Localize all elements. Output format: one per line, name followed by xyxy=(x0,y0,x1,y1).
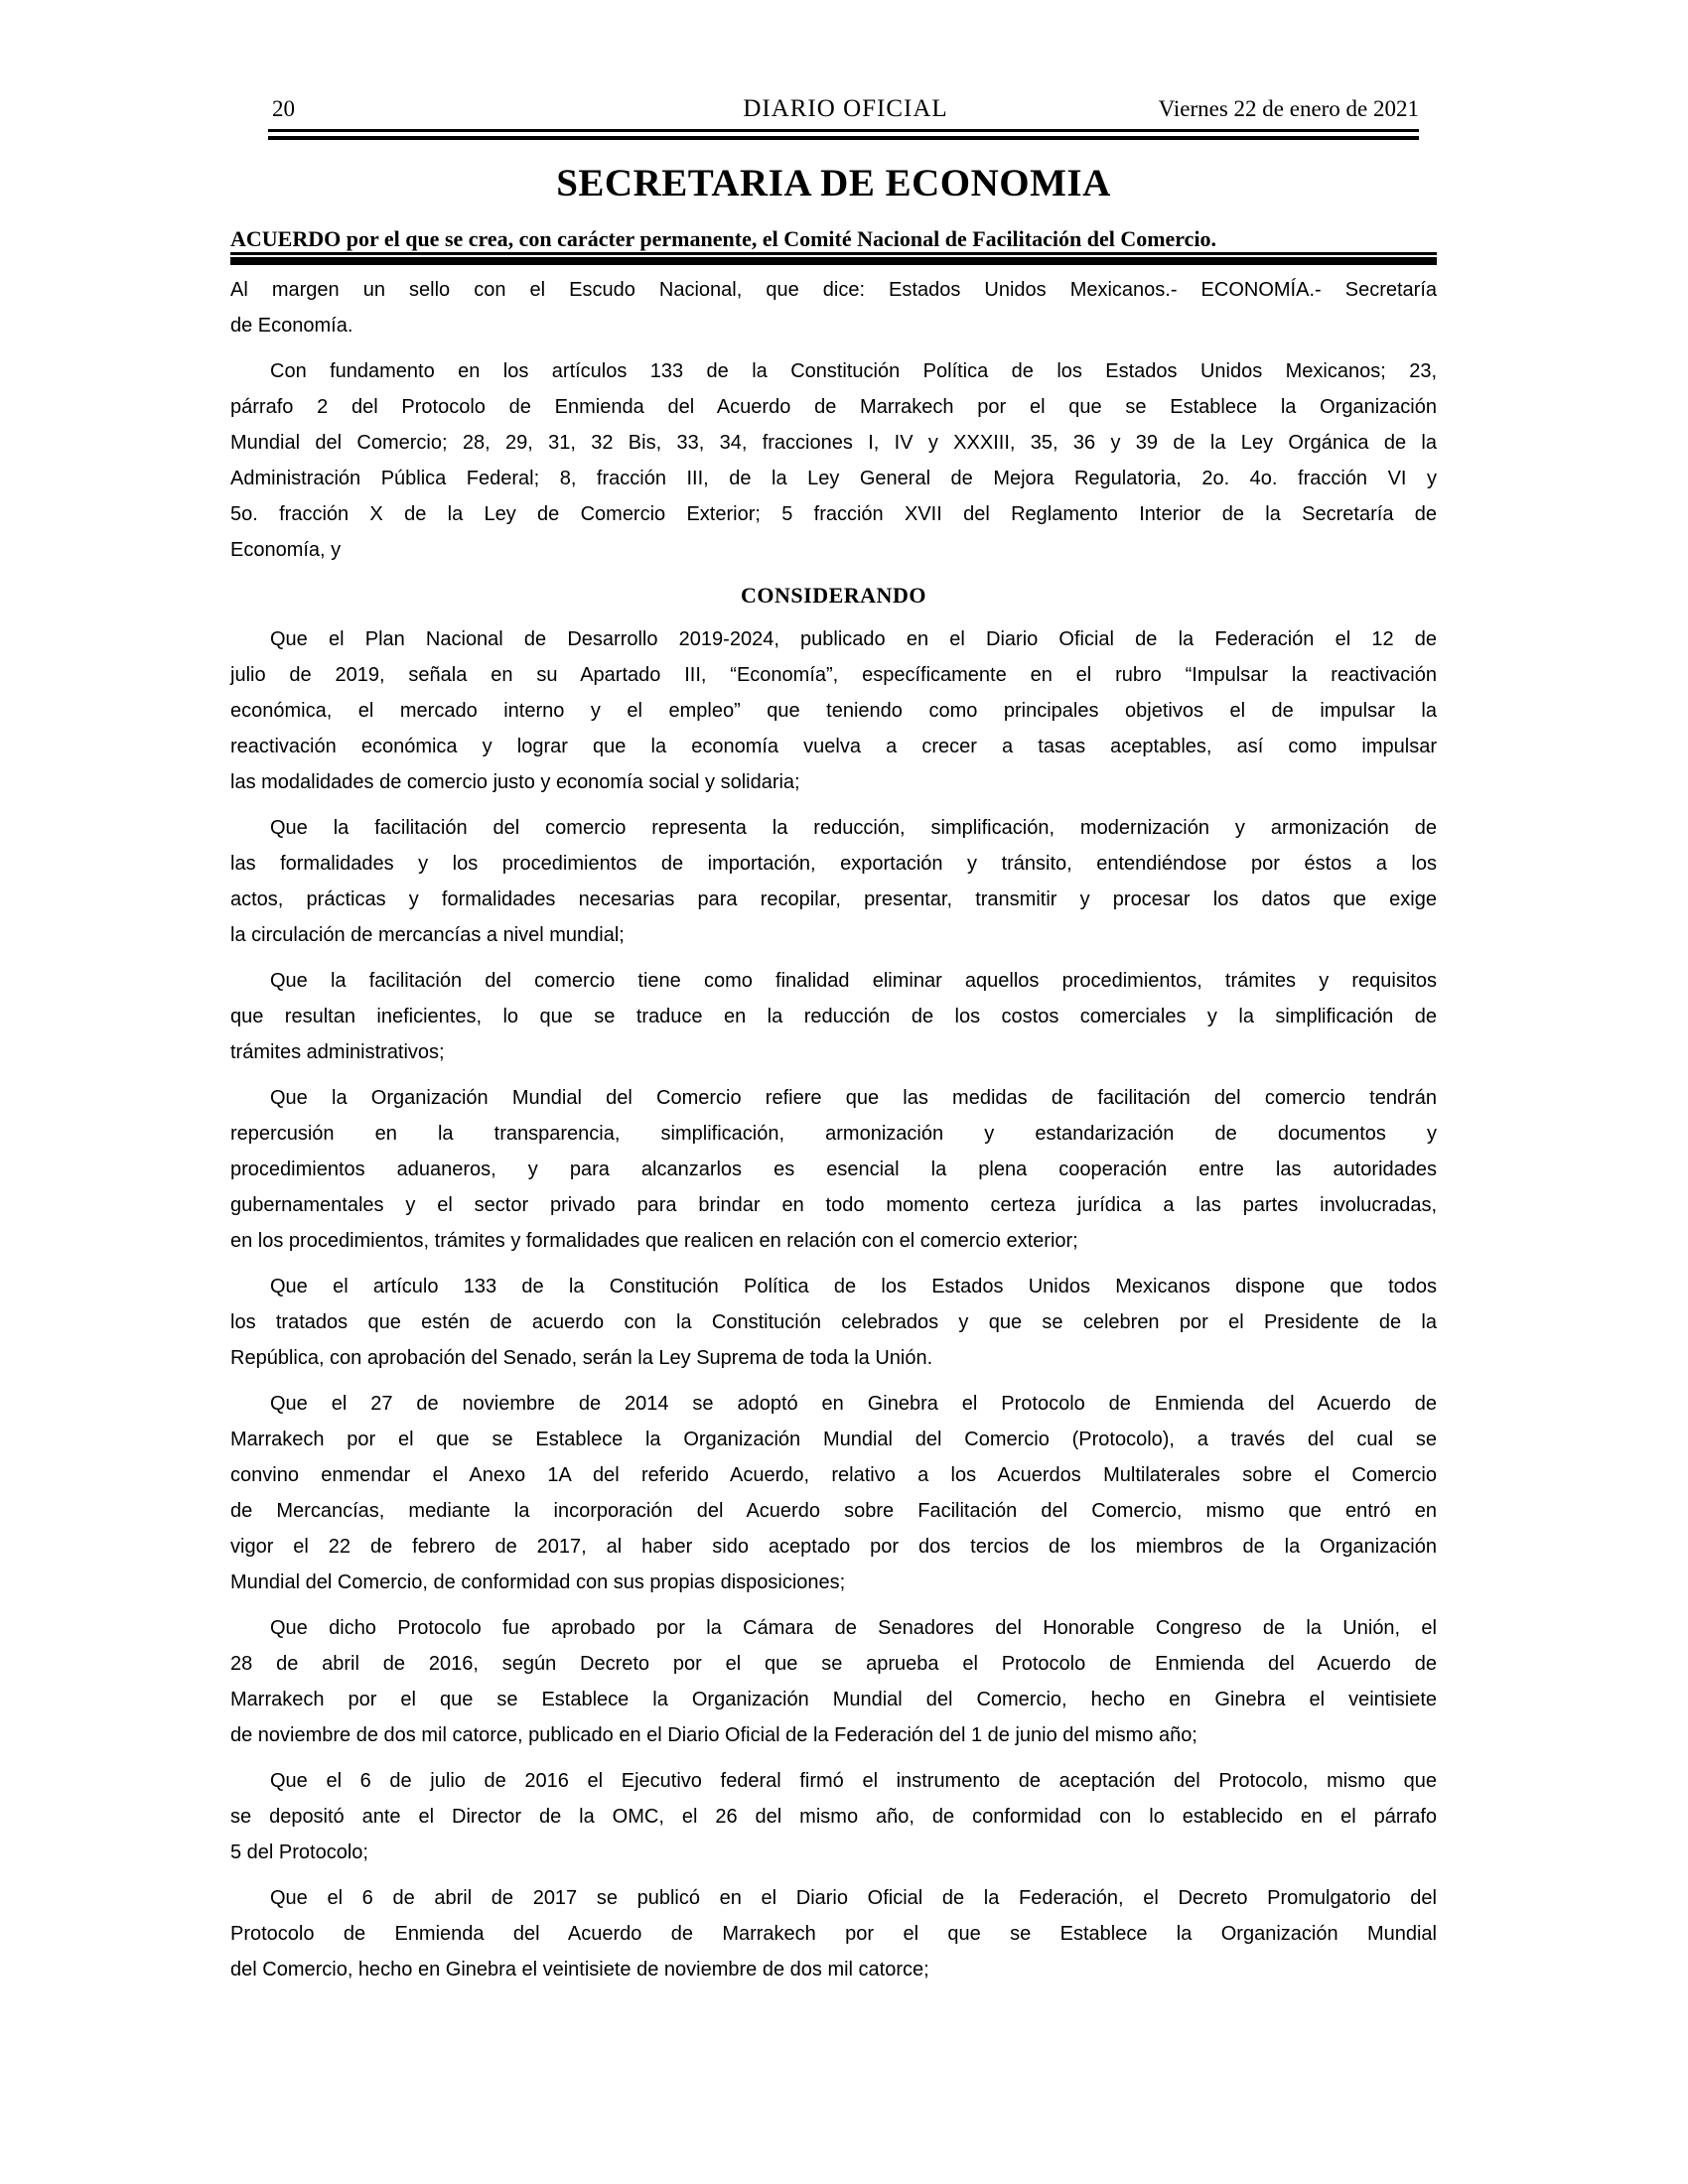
text-line: Marrakech por el que se Establece la Organización Mundial del Comercio, hecho en Ginebra el veintisiete xyxy=(230,1689,1437,1710)
text-line: 28 de abril de 2016, según Decreto por el que se aprueba el Protocolo de Enmienda del Acuerdo de xyxy=(230,1653,1437,1675)
text-line: Que el 27 de noviembre de 2014 se adoptó en Ginebra el Protocolo de Enmienda del Acuerdo de xyxy=(270,1393,1437,1415)
text-line: de noviembre de dos mil catorce, publicado en el Diario Oficial de la Federación del 1 de junio del mismo año; xyxy=(230,1724,1197,1746)
paragraph xyxy=(230,810,1437,953)
decree-title-rule xyxy=(230,252,1437,265)
text-line: vigor el 22 de febrero de 2017, al haber sido aceptado por dos tercios de los miembros de la Organización xyxy=(230,1536,1437,1558)
text-line: Que el Plan Nacional de Desarrollo 2019-2024, publicado en el Diario Oficial de la Federación el 12 de xyxy=(270,628,1437,650)
text-line: actos, prácticas y formalidades necesarias para recopilar, presentar, transmitir y procesar los datos que exige xyxy=(230,888,1437,910)
text-line: procedimientos aduaneros, y para alcanzarlos es esencial la plena cooperación entre las autoridades xyxy=(230,1159,1437,1180)
text-line: económica, el mercado interno y el empleo” que teniendo como principales objetivos el de impulsar la xyxy=(230,700,1437,722)
text-line: se depositó ante el Director de la OMC, el 26 del mismo año, de conformidad con lo establecido en el párrafo xyxy=(230,1806,1437,1828)
heading-considerando: CONSIDERANDO xyxy=(741,583,926,608)
text-line: de Mercancías, mediante la incorporación del Acuerdo sobre Facilitación del Comercio, mismo que entró en xyxy=(230,1500,1437,1522)
page-number: 20 xyxy=(272,96,295,121)
paragraph xyxy=(230,353,1437,568)
text-line: Marrakech por el que se Establece la Organización Mundial del Comercio (Protocolo), a través del cual se xyxy=(230,1429,1437,1450)
text-line: las modalidades de comercio justo y economía social y solidaria; xyxy=(230,771,800,793)
text-line: Mundial del Comercio, de conformidad con sus propias disposiciones; xyxy=(230,1571,846,1593)
text-line: Que el 6 de julio de 2016 el Ejecutivo federal firmó el instrumento de aceptación del Protocolo, mismo que xyxy=(270,1770,1437,1792)
text-line: que resultan ineficientes, lo que se traduce en la reducción de los costos comerciales y la simplificación de xyxy=(230,1006,1437,1027)
header-double-rule xyxy=(268,129,1419,140)
page-header xyxy=(230,0,1437,123)
document-body xyxy=(230,272,1437,1987)
text-line: reactivación económica y lograr que la economía vuelva a crecer a tasas aceptables, así como impulsar xyxy=(230,736,1437,757)
text-line: Que dicho Protocolo fue aprobado por la Cámara de Senadores del Honorable Congreso de la Unión, el xyxy=(270,1617,1437,1639)
paragraph xyxy=(230,621,1437,800)
text-line: de Economía. xyxy=(230,315,353,337)
text-line: la circulación de mercancías a nivel mundial; xyxy=(230,924,625,946)
text-line: Protocolo de Enmienda del Acuerdo de Marrakech por el que se Establece la Organización Mundial xyxy=(230,1923,1437,1945)
text-line: República, con aprobación del Senado, serán la Ley Suprema de toda la Unión. xyxy=(230,1347,933,1369)
text-line: Que la facilitación del comercio tiene como finalidad eliminar aquellos procedimientos, trámites y requisitos xyxy=(270,970,1437,992)
journal-title: DIARIO OFICIAL xyxy=(743,95,948,122)
text-line: Que el artículo 133 de la Constitución Política de los Estados Unidos Mexicanos dispone que todos xyxy=(270,1276,1437,1297)
text-line: Administración Pública Federal; 8, fracción III, de la Ley General de Mejora Regulatoria, 2o. 4o. fracción VI y xyxy=(230,468,1437,489)
paragraph xyxy=(230,272,1437,343)
text-line: en los procedimientos, trámites y formalidades que realicen en relación con el comercio exterior; xyxy=(230,1230,1078,1252)
text-line: Economía, y xyxy=(230,539,342,561)
text-line: los tratados que estén de acuerdo con la Constitución celebrados y que se celebren por el Presidente de la xyxy=(230,1311,1437,1333)
paragraph xyxy=(230,1080,1437,1259)
paragraph xyxy=(230,963,1437,1070)
paragraph xyxy=(230,1880,1437,1987)
text-line: Que la Organización Mundial del Comercio refiere que las medidas de facilitación del comercio tendrán xyxy=(270,1087,1437,1109)
text-line: del Comercio, hecho en Ginebra el veintisiete de noviembre de dos mil catorce; xyxy=(230,1959,929,1980)
paragraph xyxy=(230,1763,1437,1870)
paragraph xyxy=(230,1386,1437,1600)
page-content xyxy=(230,0,1437,1987)
text-line: trámites administrativos; xyxy=(230,1041,445,1063)
issue-date: Viernes 22 de enero de 2021 xyxy=(1158,96,1420,121)
text-line: Que la facilitación del comercio representa la reducción, simplificación, modernización y armonización de xyxy=(270,817,1437,839)
section-title: SECRETARIA DE ECONOMIA xyxy=(556,162,1111,205)
text-line: convino enmendar el Anexo 1A del referido Acuerdo, relativo a los Acuerdos Multilaterales sobre el Comercio xyxy=(230,1464,1437,1486)
paragraph xyxy=(230,1269,1437,1376)
text-line: gubernamentales y el sector privado para brindar en todo momento certeza jurídica a las partes involucradas, xyxy=(230,1194,1437,1216)
text-line: julio de 2019, señala en su Apartado III, “Economía”, específicamente en el rubro “Impulsar la reactivación xyxy=(230,664,1437,686)
text-line: Con fundamento en los artículos 133 de la Constitución Política de los Estados Unidos Mexicanos; 23, xyxy=(270,360,1437,382)
text-line: 5 del Protocolo; xyxy=(230,1842,368,1863)
text-line: 5o. fracción X de la Ley de Comercio Exterior; 5 fracción XVII del Reglamento Interior de la Secretaría de xyxy=(230,503,1437,525)
decree-title: ACUERDO por el que se crea, con carácter permanente, el Comité Nacional de Facilitación del Comercio. xyxy=(230,226,1217,251)
text-line: párrafo 2 del Protocolo de Enmienda del Acuerdo de Marrakech por el que se Establece la Organización xyxy=(230,396,1437,418)
text-line: Que el 6 de abril de 2017 se publicó en el Diario Oficial de la Federación, el Decreto Promulgatorio del xyxy=(270,1887,1437,1909)
paragraph xyxy=(230,1610,1437,1753)
text-line: las formalidades y los procedimientos de importación, exportación y tránsito, entendiéndose por éstos a los xyxy=(230,853,1437,875)
text-line: Mundial del Comercio; 28, 29, 31, 32 Bis, 33, 34, fracciones I, IV y XXXIII, 35, 36 y 39 de la Ley Orgánica de la xyxy=(230,432,1437,454)
text-line: repercusión en la transparencia, simplificación, armonización y estandarización de documentos y xyxy=(230,1123,1437,1145)
text-line: Al margen un sello con el Escudo Nacional, que dice: Estados Unidos Mexicanos.- ECONOMÍA.- Secretaría xyxy=(230,279,1437,301)
